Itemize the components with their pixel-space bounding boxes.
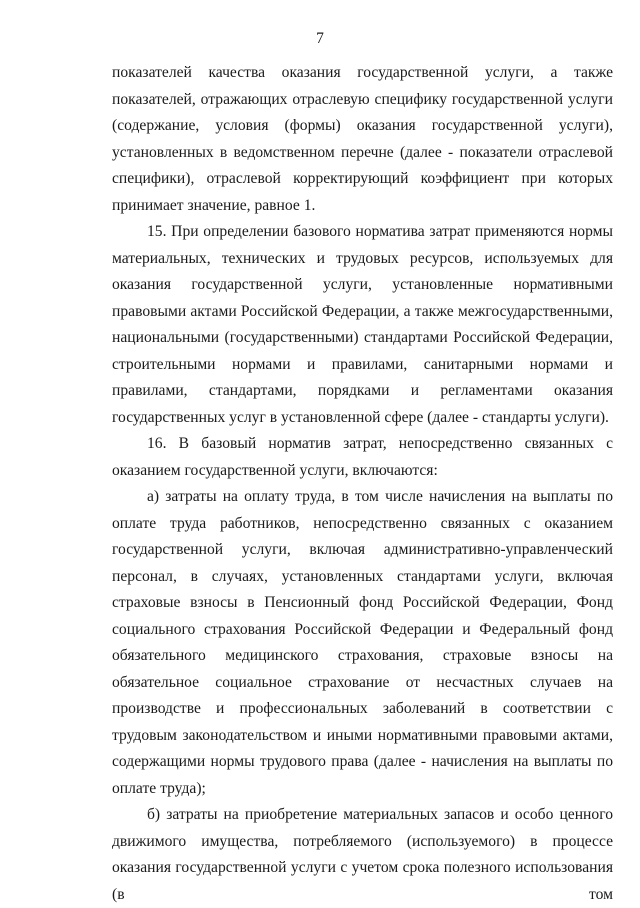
- paragraph-item-16b: б) затраты на приобретение материальных запасов и особо ценного движимого имущества, потребляемого (используемого) в процессе оказания государственной услуги с учетом срока полезного использования (в том: [112, 806, 613, 903]
- paragraph-item-16: 16. В базовый норматив затрат, непосредственно связанных с оказанием государственной услуги, включаются:: [112, 435, 613, 479]
- paragraph-continuation: показателей качества оказания государственной услуги, а также показателей, отражающих отраслевую специфику государственной услуги (содержание, условия (формы) оказания государственной услуги), установленных в ведомственном перечне (далее - показатели отраслевой специфики), отраслевой корректирующий коэффициент при которых принимает значение, равное 1.: [112, 64, 613, 214]
- paragraph-item-15: 15. При определении базового норматива затрат применяются нормы материальных, технических и трудовых ресурсов, используемых для оказания государственной услуги, установленные нормативными правовыми актами Российской Федерации, а также межгосударственными, национальными (государственными) стандартами Российской Федерации, строительными нормами и правилами, санитарными нормами и правилами, стандартами, порядками и регламентами оказания государственных услуг в установленной сфере (далее - стандарты услуги).: [112, 223, 613, 426]
- page-number: 7: [316, 30, 324, 47]
- document-body: [112, 60, 613, 908]
- paragraph-item-16a: а) затраты на оплату труда, в том числе начисления на выплаты по оплате труда работников, непосредственно связанных с оказанием государственной услуги, включая административно-управленческий персонал, в случаях, установленных стандартами услуги, включая страховые взносы в Пенсионный фонд Российской Федерации, Фонд социального страхования Российской Федерации и Федеральный фонд обязательного медицинского страхования, страховые взносы на обязательное социальное страхование от несчастных случаев на производстве и профессиональных заболеваний в соответствии с трудовым законодательством и иными нормативными правовыми актами, содержащими нормы трудового права (далее - начисления на выплаты по оплате труда);: [112, 488, 613, 797]
